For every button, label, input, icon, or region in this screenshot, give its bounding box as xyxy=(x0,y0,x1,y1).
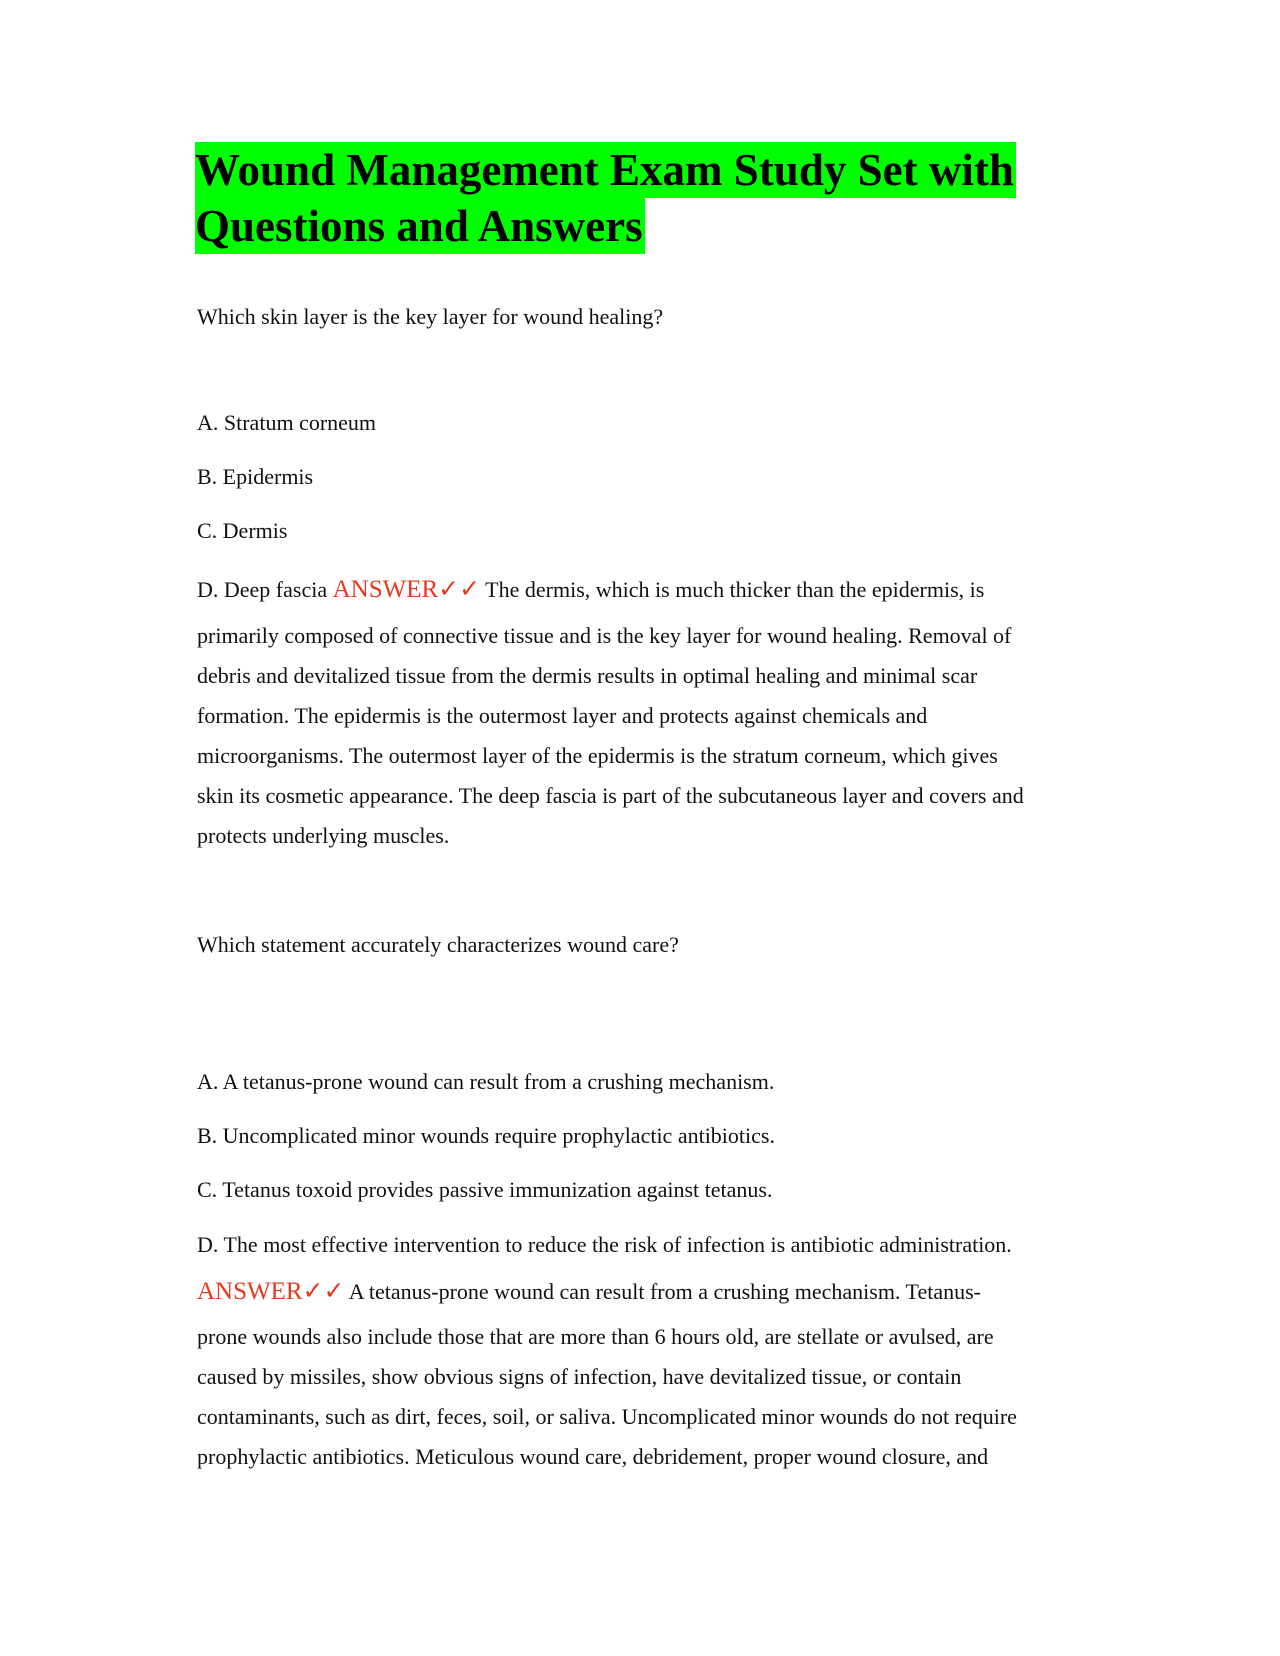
question-1-explanation-line: protects underlying muscles. xyxy=(197,823,450,848)
question-2-explanation-line: prophylactic antibiotics. Meticulous wound care, debridement, proper wound closure, and xyxy=(197,1444,989,1469)
question-1-explanation-line: primarily composed of connective tissue and is the key layer for wound healing. Removal of xyxy=(197,623,1012,648)
question-2-explanation-line: prone wounds also include those that are more than 6 hours old, are stellate or avulsed, are xyxy=(197,1324,994,1349)
question-1-option-d-row xyxy=(197,575,984,605)
question-2-explanation-line: caused by missiles, show obvious signs of infection, have devitalized tissue, or contain xyxy=(197,1364,962,1389)
question-1-explanation-line: microorganisms. The outermost layer of the epidermis is the stratum corneum, which gives xyxy=(197,743,998,768)
question-2-option-c: C. Tetanus toxoid provides passive immunization against tetanus. xyxy=(197,1177,773,1202)
question-2-answer-row xyxy=(197,1277,981,1307)
question-1-option-d: D. Deep fascia xyxy=(197,577,328,602)
document-title xyxy=(195,142,1095,254)
question-2-explanation-line: contaminants, such as dirt, feces, soil, or saliva. Uncomplicated minor wounds do not require xyxy=(197,1404,1017,1429)
question-2-explanation-first: A tetanus-prone wound can result from a crushing mechanism. Tetanus- xyxy=(348,1279,981,1304)
question-1-option-a: A. Stratum corneum xyxy=(197,410,377,435)
question-1-explanation-line: skin its cosmetic appearance. The deep fascia is part of the subcutaneous layer and covers and xyxy=(197,783,1024,808)
question-1-explanation-first: The dermis, which is much thicker than the epidermis, is xyxy=(485,577,985,602)
question-1-option-b: B. Epidermis xyxy=(197,464,314,489)
question-1-explanation-line: formation. The epidermis is the outermost layer and protects against chemicals and xyxy=(197,703,928,728)
title-line-2: Questions and Answers xyxy=(195,198,645,254)
question-2-option-b: B. Uncomplicated minor wounds require prophylactic antibiotics. xyxy=(197,1123,775,1148)
question-1-answer-label: ANSWER✓✓ xyxy=(332,576,481,603)
question-1-option-c: C. Dermis xyxy=(197,518,288,543)
question-2-text: Which statement accurately characterizes wound care? xyxy=(197,932,679,957)
question-1-text: Which skin layer is the key layer for wound healing? xyxy=(197,304,664,329)
question-2-answer-label: ANSWER✓✓ xyxy=(197,1278,345,1305)
question-2-option-d: D. The most effective intervention to reduce the risk of infection is antibiotic administration. xyxy=(197,1232,1012,1257)
question-2-option-a: A. A tetanus-prone wound can result from a crushing mechanism. xyxy=(197,1069,775,1094)
title-line-1: Wound Management Exam Study Set with xyxy=(195,142,1016,198)
question-1-explanation-line: debris and devitalized tissue from the dermis results in optimal healing and minimal scar xyxy=(197,663,978,688)
